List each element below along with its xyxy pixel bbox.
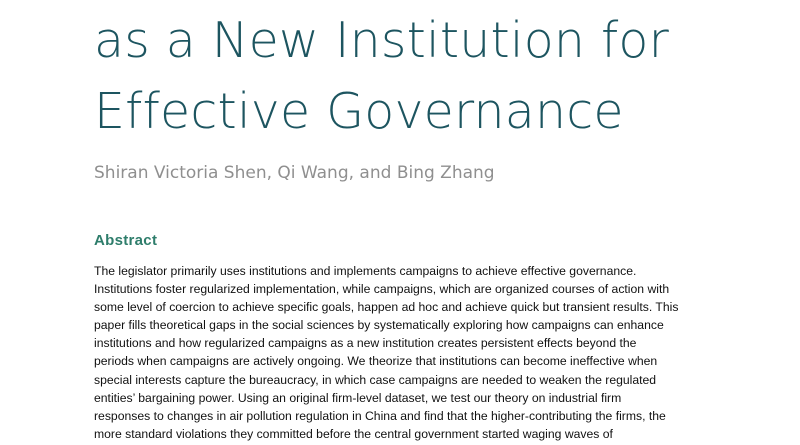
abstract-line: institutions and how regularized campaigns as a new institution creates persistent effects beyond the	[94, 336, 637, 351]
paper-title-line-2: Effective Governance	[94, 83, 624, 140]
paper-title-line-1: as a New Institution for	[94, 12, 669, 69]
abstract-line: Institutions foster regularized implementation, while campaigns, which are organized courses of action with	[94, 282, 670, 297]
abstract-line: more standard violations they committed before the central government started waging waves of	[94, 426, 613, 441]
abstract-body	[94, 262, 734, 443]
abstract-line: responses to changes in air pollution regulation in China and find that the higher-contributing the firms, the	[94, 408, 666, 423]
abstract-line: periods when campaigns are actively ongoing. We theorize that institutions can become ineffective when	[94, 354, 658, 369]
abstract-line: paper fills theoretical gaps in the social sciences by systematically exploring how campaigns can enhance	[94, 318, 664, 333]
abstract-line: The legislator primarily uses institutions and implements campaigns to achieve effective governance.	[94, 264, 637, 278]
abstract-line: some level of coercion to achieve specific goals, happen ad hoc and achieve quick but transient results. This	[94, 300, 679, 315]
abstract-line: special interests capture the bureaucracy, in which case campaigns are needed to weaken the regulated	[94, 372, 657, 387]
abstract-heading: Abstract	[94, 232, 158, 249]
paper-authors: Shiran Victoria Shen, Qi Wang, and Bing Zhang	[94, 163, 495, 183]
abstract-line: entities’ bargaining power. Using an original firm-level dataset, we test our theory on industrial firm	[94, 390, 622, 405]
